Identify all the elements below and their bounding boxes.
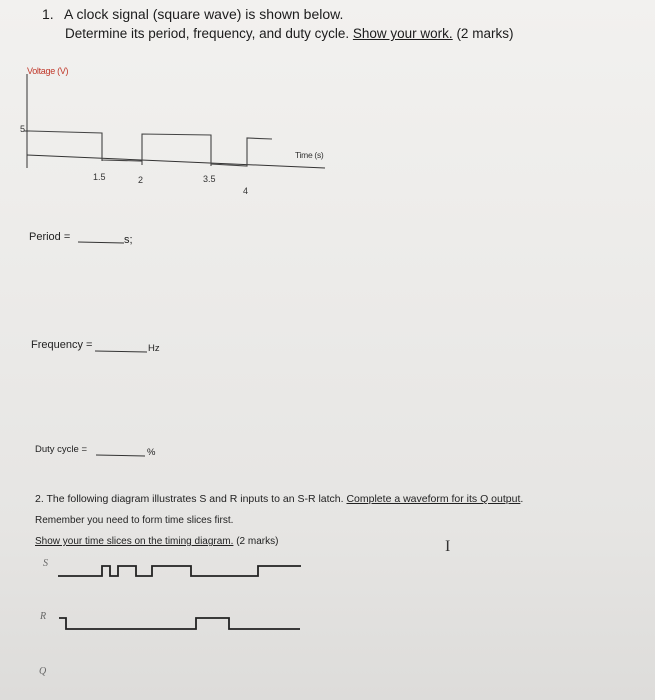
text-cursor-icon: I	[445, 538, 451, 555]
x-tick-label: 2	[138, 175, 144, 185]
period-unit: s;	[124, 234, 133, 246]
question-2-text: 2. The following diagram illustrates S and R inputs to an S-R latch.	[35, 493, 347, 505]
time-slices-text: Show your time slices on the timing diagram.	[35, 536, 234, 547]
s-input-waveform	[58, 566, 301, 576]
duty-cycle-answer-line	[96, 455, 145, 456]
period-label: Period =	[29, 231, 71, 243]
question-1-number: 1.	[42, 6, 54, 22]
frequency-answer-line	[95, 351, 147, 352]
signal-r-label: R	[40, 611, 47, 622]
frequency-unit: Hz	[148, 343, 160, 354]
r-input-waveform	[59, 618, 300, 629]
show-work-text: Show your work.	[352, 26, 453, 41]
frequency-label: Frequency =	[31, 339, 93, 351]
x-axis-label: Time (s)	[295, 150, 324, 160]
duty-cycle-label: Duty cycle =	[35, 444, 88, 455]
complete-waveform-text: Complete a waveform for its Q output	[346, 493, 521, 505]
y-tick-label: 5	[20, 124, 26, 134]
question-1-marks: (2 marks)	[452, 26, 514, 41]
question-2-period: .	[520, 493, 524, 505]
signal-q-label: Q	[39, 666, 47, 677]
question-2-line-2: Remember you need to form time slices first.	[35, 515, 234, 526]
y-axis-label: Voltage (V)	[27, 66, 69, 76]
x-tick-label: 4	[243, 186, 249, 196]
signal-s-label: S	[43, 558, 48, 569]
question-1-text: A clock signal (square wave) is shown below.	[64, 6, 344, 22]
x-tick-label: 1.5	[93, 172, 106, 182]
x-tick-label: 3.5	[203, 174, 216, 184]
question-2-marks: (2 marks)	[233, 536, 279, 547]
x-axis-line	[27, 155, 325, 168]
duty-cycle-unit: %	[147, 447, 156, 458]
question-1-instruction: Determine its period, frequency, and duty cycle.	[65, 26, 353, 41]
period-answer-line	[78, 242, 124, 243]
